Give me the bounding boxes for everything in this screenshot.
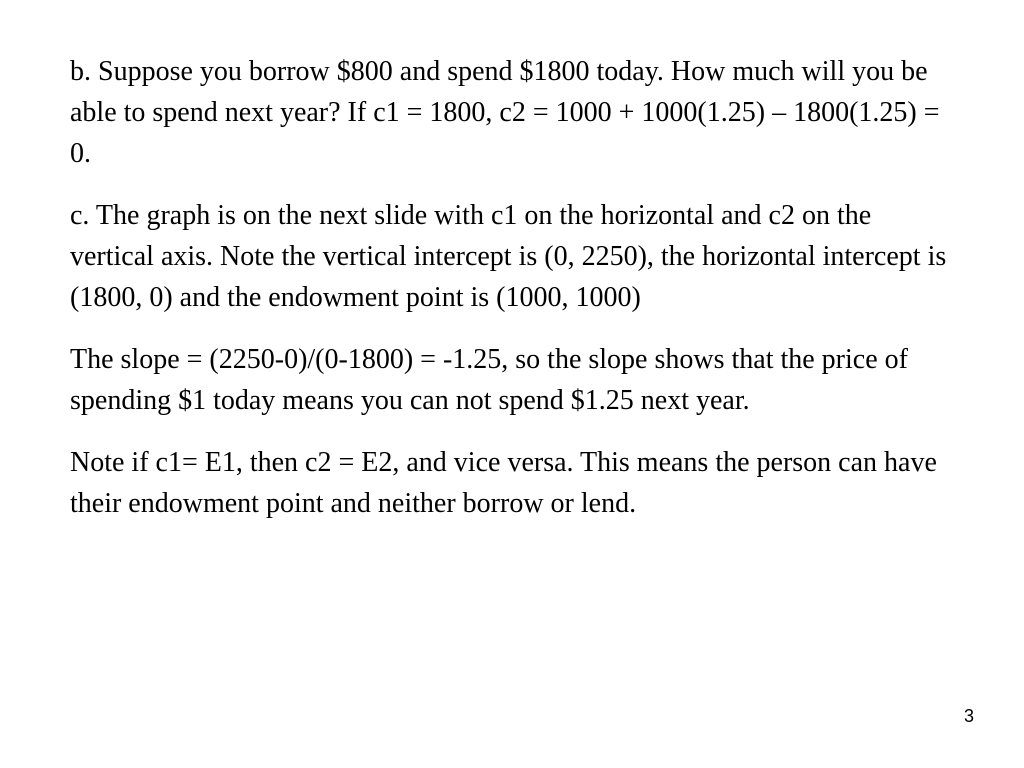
paragraph-endowment-note: Note if c1= E1, then c2 = E2, and vice versa. This means the person can have their endowment point and neither borrow or lend. — [70, 447, 937, 519]
paragraph-part-c: c. The graph is on the next slide with c1 on the horizontal and c2 on the vertical axis. Note the vertical intercept is (0, 2250), the horizontal intercept is (1800, 0) and the endowment point is (1000, 1000) — [70, 200, 947, 313]
page-number: 3 — [963, 706, 974, 726]
paragraph-part-b: b. Suppose you borrow $800 and spend $1800 today. How much will you be able to spend next year? If c1 = 1800, c2 = 1000 + 1000(1.25) – 1800(1.25) = 0. — [70, 56, 940, 169]
paragraph-slope: The slope = (2250-0)/(0-1800) = -1.25, so the slope shows that the price of spending $1 today means you can not spend $1.25 next year. — [70, 344, 908, 416]
slide-body — [70, 51, 950, 545]
